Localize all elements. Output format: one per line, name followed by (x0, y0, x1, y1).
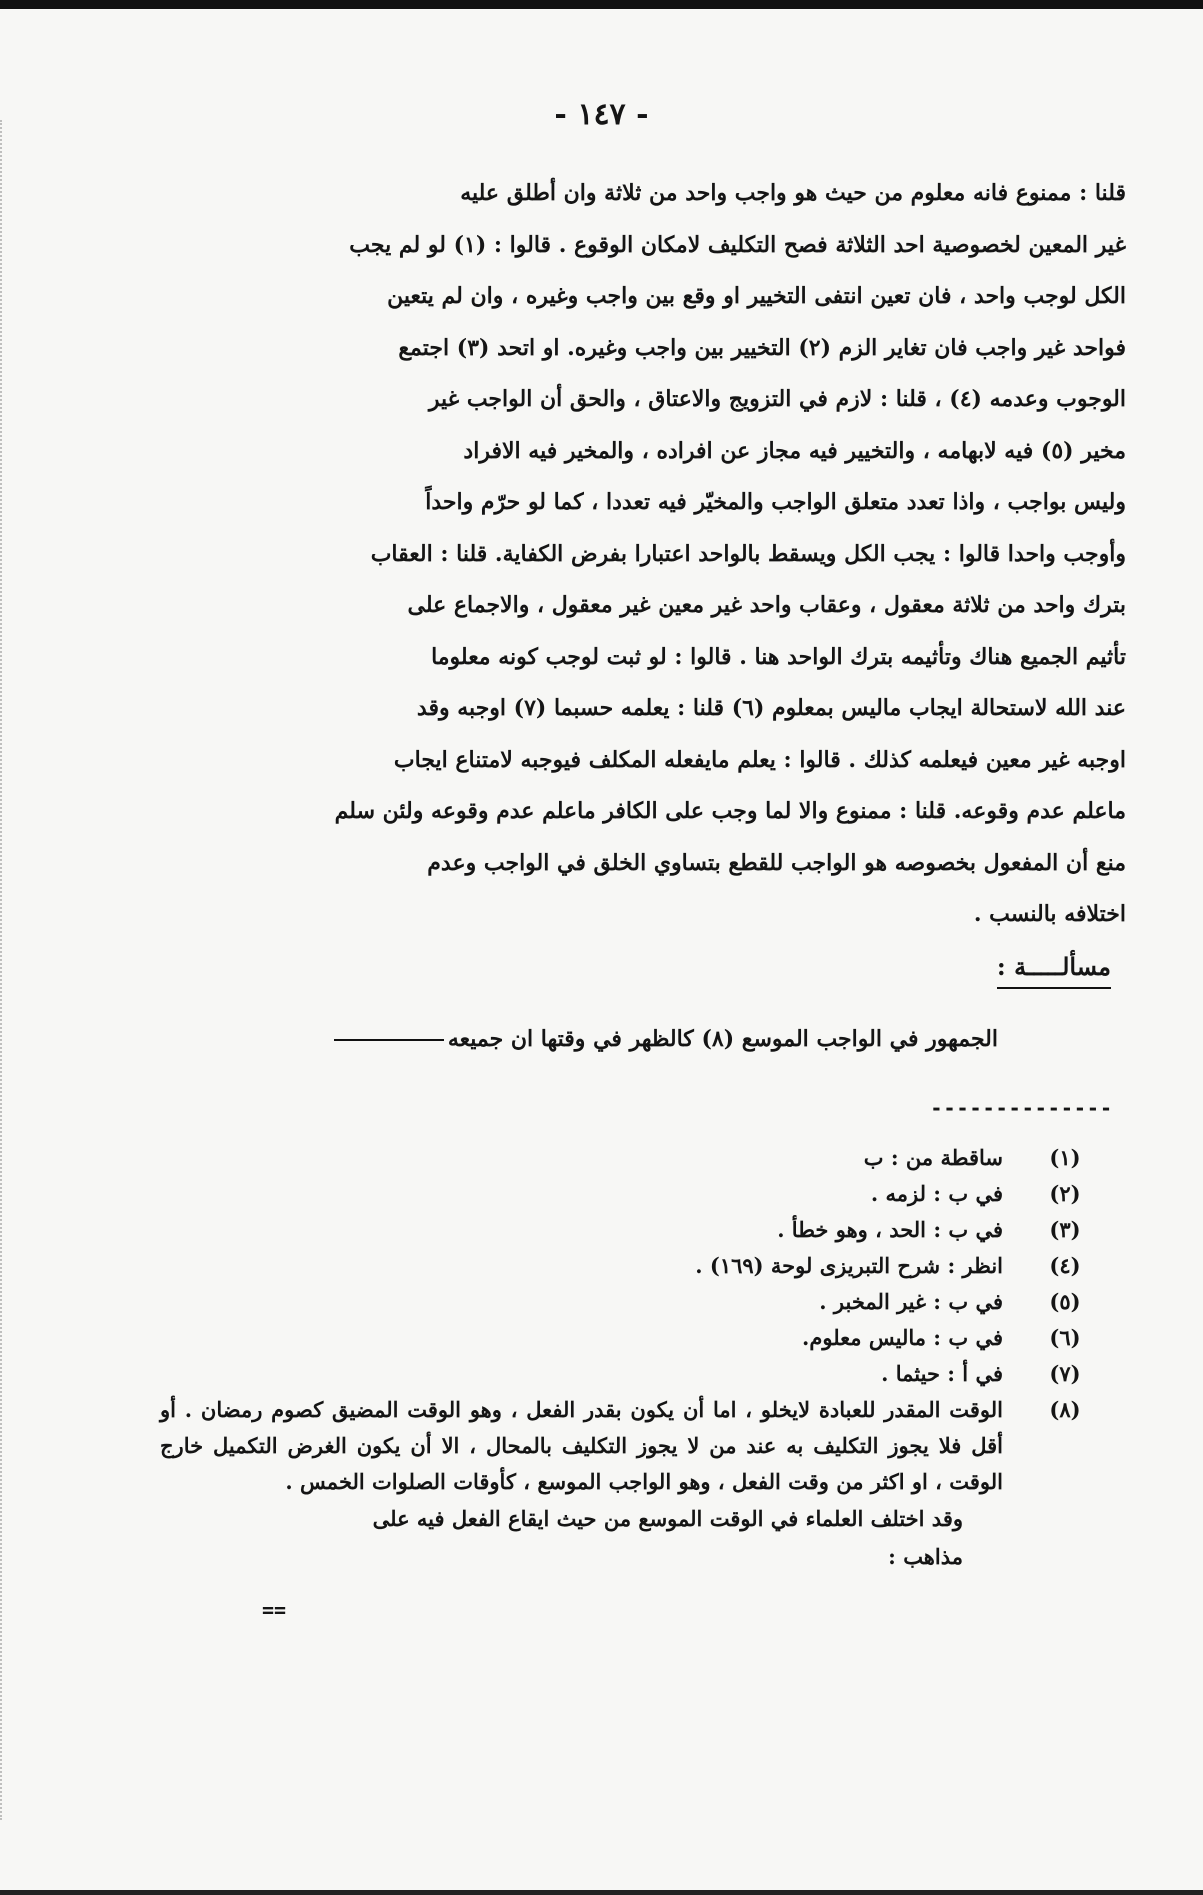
footnote-text: ساقطة من : ب (863, 1145, 1003, 1170)
footnote-divider: -------------- (930, 1096, 1113, 1120)
footnote-number: (١) (1049, 1145, 1081, 1170)
text-line: منع أن المفعول بخصوصه هو الواجب للقطع بتساوي الخلق في الواجب وعدم (427, 849, 1126, 876)
section-first-line-text: الجمهور في الواجب الموسع (٨) كالظهر في وقتها ان جميعه (447, 1026, 998, 1052)
text-line: وأوجب واحدا قالوا : يجب الكل ويسقط بالواحد اعتبارا بفرض الكفاية. قلنا : العقاب (370, 540, 1126, 567)
footnote-text: في ب : غير المخبر . (819, 1289, 1003, 1314)
text-line: ماعلم عدم وقوعه. قلنا : ممنوع والا لما وجب على الكافر ماعلم عدم وقوعه ولئن سلم (334, 798, 1126, 824)
text-line: الوجوب وعدمه (٤) ، قلنا : لازم في التزويج والاعتاق ، والحق أن الواجب غير (428, 386, 1126, 412)
footnote-continuation-line: مذاهب : (888, 1544, 963, 1569)
line-filler (334, 1039, 444, 1041)
footnote-item (160, 1356, 1105, 1392)
main-text (158, 168, 1126, 941)
footnote-number: (٨) (1049, 1397, 1081, 1422)
footnote-text: في أ : حيثما . (881, 1361, 1003, 1386)
text-line: الكل لوجب واحد ، فان تعين انتفى التخيير او وقع بين واجب وغيره ، وان لم يتعين (387, 283, 1126, 309)
footnote-item (160, 1284, 1105, 1320)
footnote-item (160, 1140, 1105, 1176)
footnote-item (160, 1248, 1105, 1284)
page-number: - ١٤٧ - (554, 97, 649, 132)
footnote-text: في ب : الحد ، وهو خطأ . (777, 1217, 1003, 1242)
footnote-text: في ب : لزمه . (870, 1181, 1003, 1206)
text-line: عند الله لاستحالة ايجاب ماليس بمعلوم (٦) قلنا : يعلمه حسبما (٧) اوجبه وقد (416, 695, 1126, 721)
text-line: اوجبه غير معين فيعلمه كذلك . قالوا : يعلم مايفعله المكلف فيوجبه لامتناع ايجاب (393, 746, 1126, 773)
section-heading-text: مسألـــــة : (997, 952, 1111, 989)
text-line: اختلافه بالنسب . (973, 901, 1126, 927)
footnote-continuation-line: وقد اختلف العلماء في الوقت الموسع من حيث ايقاع الفعل فيه على (372, 1506, 963, 1531)
footnote-item (160, 1212, 1105, 1248)
footnote-item (160, 1392, 1105, 1500)
text-line: مخير (٥) فيه لابهامه ، والتخيير فيه مجاز عن افراده ، والمخير فيه الافراد (463, 437, 1126, 464)
footnotes (160, 1140, 1105, 1576)
footnote-number: (٧) (1049, 1361, 1081, 1386)
footnote-item (160, 1320, 1105, 1356)
footnote-number: (٥) (1049, 1289, 1081, 1314)
footnote-number: (٣) (1049, 1217, 1081, 1242)
footnote-text: الوقت المقدر للعبادة لايخلو ، اما أن يكون بقدر الفعل ، وهو الوقت المضيق كصوم رمضان . أو أقل فلا يجوز التكليف به عند من لا يجوز التكليف بالمحال ، الا أن يكون الغرض التكميل خارج الوقت ، او اكثر من وقت الفعل ، وهو الواجب الموسع ، كأوقات الصلوات الخمس . (160, 1397, 1003, 1494)
text-line: غير المعين لخصوصية احد الثلاثة فصح التكليف لامكان الوقوع . قالوا : (١) لو لم يجب (349, 231, 1126, 258)
section-heading (997, 952, 1111, 981)
text-line: وليس بواجب ، واذا تعدد متعلق الواجب والمخيّر فيه تعددا ، كما لو حرّم واحداً (425, 489, 1126, 515)
footnote-text: انظر : شرح التبريزى لوحة (١٦٩) . (695, 1253, 1003, 1278)
scan-edge (0, 120, 10, 1820)
footnote-number: (٦) (1049, 1325, 1081, 1350)
footnote-text: في ب : ماليس معلوم. (802, 1325, 1003, 1350)
section-first-line (158, 1026, 998, 1052)
text-line: فواحد غير واجب فان تغاير الزم (٢) التخيير بين واجب وغيره. او اتحد (٣) اجتمع (398, 334, 1126, 361)
footnote-number: (٤) (1049, 1253, 1081, 1278)
text-line: بترك واحد من ثلاثة معقول ، وعقاب واحد غير معين غير معقول ، والاجماع على (407, 592, 1126, 618)
footnote-number: (٢) (1049, 1181, 1081, 1206)
text-line: قلنا : ممنوع فانه معلوم من حيث هو واجب واحد من ثلاثة وان أطلق عليه (460, 180, 1126, 206)
end-mark: == (262, 1598, 287, 1622)
text-line: تأثيم الجميع هناك وتأثيمه بترك الواحد هنا . قالوا : لو ثبت لوجب كونه معلوما (431, 643, 1126, 670)
bottom-border (0, 1890, 1203, 1895)
top-border (0, 0, 1203, 9)
footnote-item (160, 1176, 1105, 1212)
